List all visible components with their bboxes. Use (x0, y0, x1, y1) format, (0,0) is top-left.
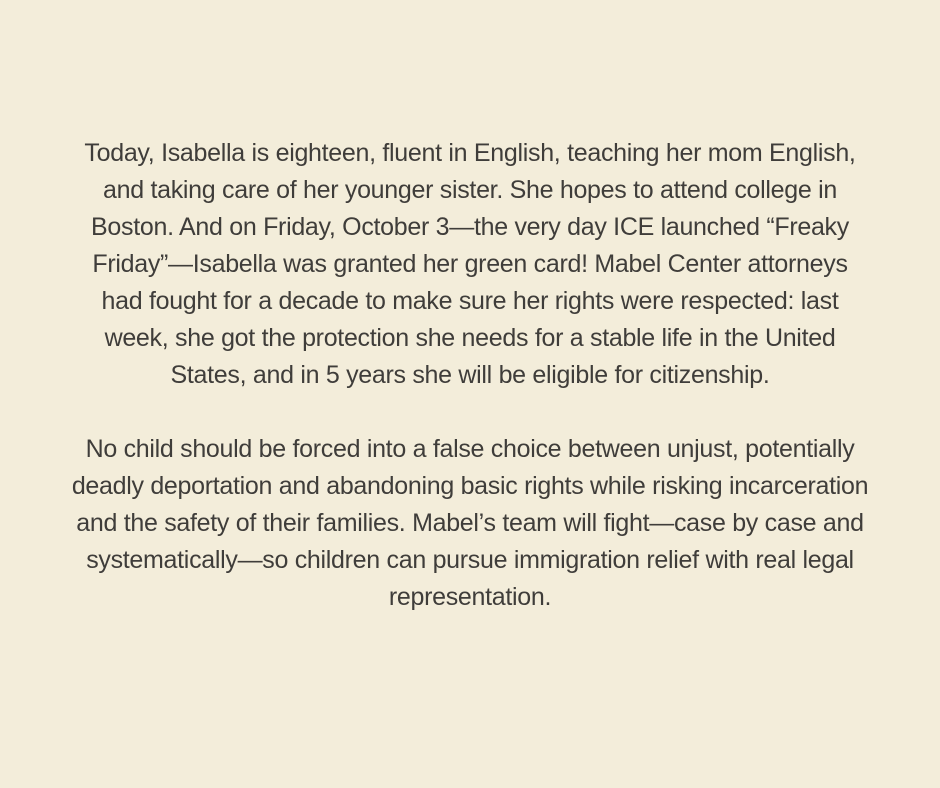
story-paragraph-1: Today, Isabella is eighteen, fluent in English, teaching her mom English, and taking care of her younger sister. She hopes to attend college in Boston. And on Friday, October 3—the very day ICE launched “Freaky Friday”—Isabella was granted her green card! Mabel Center attorneys had fought for a decade to make sure her rights were respected: last week, she got the protection she needs for a stable life in the United States, and in 5 years she will be eligible for citizenship. (84, 139, 856, 389)
story-text (70, 135, 870, 616)
story-paragraph-2: No child should be forced into a false choice between unjust, potentially deadly deportation and abandoning basic rights while risking incarceration and the safety of their families. Mabel’s team will fight—case by case and systematically—so children can pursue immigration relief with real legal representation. (71, 435, 869, 611)
